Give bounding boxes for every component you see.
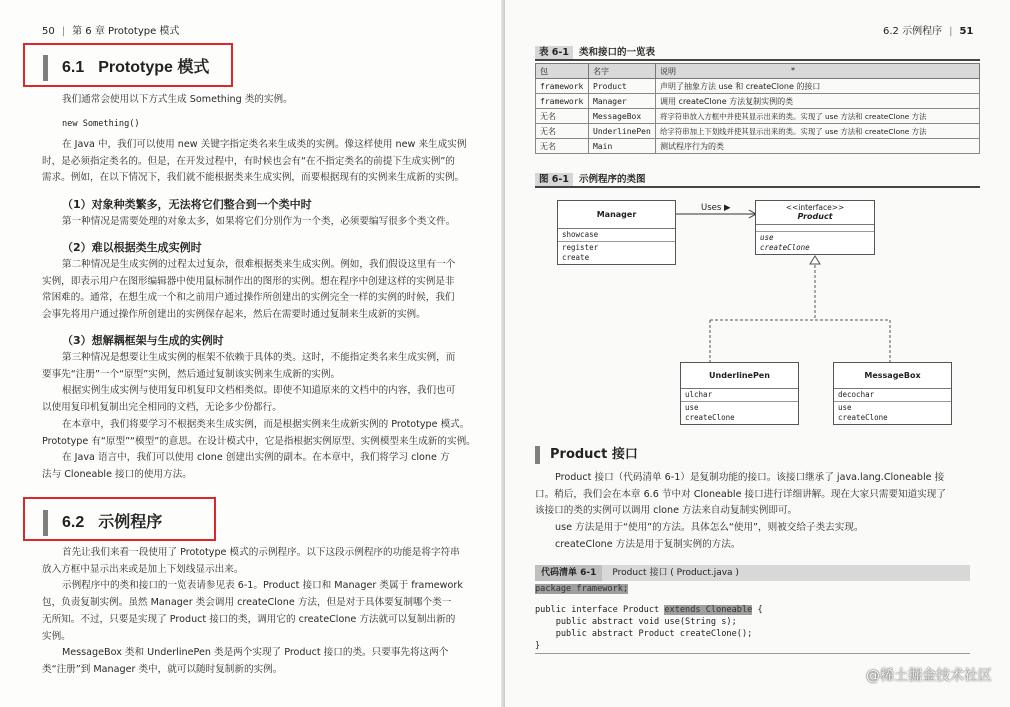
code-listing-rule — [535, 653, 970, 654]
product-text: Product 接口（代码清单 6-1）是复制功能的接口。该接口继承了 java.lang.Cloneable 接 口。稍后，我们会在本章 6.6 节中对 Cloneable 接口进行详细讲解。现在大家只需要知道实现了 该接口的类的实例可以调用 clone 方法来自动复制实例即可。 use 方法是用于“使用”的方法。具体怎么“使用”，则被交给子类去实现。 createClone 方法是用于复制实例的方法。 — [535, 472, 946, 550]
uml-class-manager: Manager showcase register create — [557, 200, 676, 265]
left-running-header: 50 | 第 6 章 Prototype 模式 — [42, 26, 180, 37]
uml-class-underlinepen: UnderlinePen ulchar use createClone — [680, 362, 799, 425]
page-number: 51 — [959, 26, 974, 37]
section-ref: 6.2 示例程序 — [883, 26, 943, 37]
table-row: 无名 MessageBox 将字符串放入方框中并使其显示出来的类。实现了 use 方法和 createClone 方法 — [536, 109, 980, 124]
uses-label: Uses ▶ — [701, 203, 731, 213]
code-new-something: new Something() — [62, 119, 140, 129]
intro-text: 我们通常会使用以下方式生成 Something 类的实例。 — [62, 94, 293, 105]
code-line-5: public abstract Product createClone(); — [535, 629, 753, 639]
product-interface-heading: Product 接口 — [535, 446, 638, 464]
page-number: 50 — [42, 26, 55, 37]
code-line-3: public interface Product extends Cloneable { — [535, 605, 763, 615]
sub1-text: 第一种情况是需要处理的对象太多，如果将它们分别作为一个类，必须要编写很多个类文件。 — [62, 216, 456, 227]
code-listing-caption: 代码清单 6-1 Product 接口 ( Product.java ) — [535, 565, 970, 581]
table-header-row: 包 名字 说明 * — [536, 64, 980, 79]
code-line-6: } — [535, 641, 541, 651]
table-row: 无名 UnderlinePen 给字符串加上下划线并使其显示出来的类。实现了 use 方法和 createClone 方法 — [536, 124, 980, 139]
code-line-4: public abstract void use(String s); — [535, 617, 737, 627]
table-row: framework Manager 调用 createClone 方法复制实例的类 — [536, 94, 980, 109]
chapter-title: 第 6 章 Prototype 模式 — [72, 26, 180, 37]
right-page — [505, 0, 1010, 707]
figure-caption: 图 6-1 示例程序的类图 — [535, 171, 646, 185]
subheading-2: （2）难以根据类生成实例时 — [62, 241, 202, 254]
sub3-text: 第三种情况是想要让生成实例的框架不依赖于具体的类。这时，不能指定类名来生成实例，而 要事先“注册”一个“原型”实例，然后通过复制该实例来生成新的实例。 根据实例生成实例与使用复印机复印文档相类似。即使不知道原来的文档中的内容，我们也可 以使用复印机复制出完全相同的文档，无论多少份都行。 在本章中，我们将要学习不根据类来生成实例，而是根据实例来生成新实例的 Prototype 模式。 Prototype 有“原型”“模型”的意思。在设计模式中，它是指根据实例原型、实例模型来生成新的实例。 在 Java 语言中，我们可以使用 clone 创建出实例的副本。在本章中，我们将学习 clone 方 法与 Cloneable 接口的使用方法。 — [42, 352, 476, 480]
table-caption: 表 6-1 类和接口的一览表 — [535, 44, 655, 58]
sub2-text: 第二种情况是生成实例的过程太过复杂，很难根据类来生成实例。例如，我们假设这里有一个 实例，即表示用户在图形编辑器中使用鼠标制作出的图形的实例。想在程序中创建这样的实例是非 常困难的。通常，在想生成一个和之前用户通过操作所创建出的实例完全一样的实例的时候，我们 会事先将用户通过操作所创建出的实例保存起来，然后在需要时通过复制来生成新的实例。 — [42, 259, 456, 321]
watermark: @稀土掘金技术社区 — [866, 668, 992, 684]
uml-class-messagebox: MessageBox decochar use createClone — [833, 362, 952, 425]
right-running-header: 6.2 示例程序 | 51 — [883, 26, 974, 37]
section-heading-6-1: 6.1 Prototype 模式 — [43, 55, 209, 81]
subheading-3: （3）想解耦框架与生成的实例时 — [62, 334, 224, 347]
table-row: 无名 Main 测试程序行为的类 — [536, 139, 980, 154]
para-2: 首先让我们来看一段使用了 Prototype 模式的示例程序。以下这段示例程序的功能是将字符串 放入方框中显示出来或是加上下划线显示出来。 示例程序中的类和接口的一览表请参见表 6-1。Product 接口和 Manager 类属于 framework 包，负责复制实例。虽然 Manager 类会调用 createClone 方法，但是对于具体要复制哪个类一 无所知。不过，只要是实现了 Product 接口的类，调用它的 createClone 方法就可以复制出新的 实例。 MessageBox 类和 UnderlinePen 类是两个实现了 Product 接口的类。只要事先将这两个 类“注册”到 Manager 类中，就可以随时复制新的实例。 — [42, 547, 463, 675]
code-line-1: package framework; — [535, 584, 629, 594]
section-heading-6-2: 6.2 示例程序 — [43, 510, 162, 536]
uml-interface-product: <<interface>> Product use createClone — [755, 200, 875, 255]
subheading-1: （1）对象种类繁多，无法将它们整合到一个类中时 — [62, 198, 312, 211]
table-row: framework Product 声明了抽象方法 use 和 createClone 的接口 — [536, 79, 980, 94]
para-1: 在 Java 中，我们可以使用 new 关键字指定类名来生成类的实例。像这样使用 new 来生成实例 时，是必须指定类名的。但是，在开发过程中，有时候也会有“在不指定类名的前提下生成实例”的 需求。例如，在以下情况下，我们就不能根据类来生成实例，而要根据现有的实例来生成新的实例。 — [42, 139, 467, 184]
